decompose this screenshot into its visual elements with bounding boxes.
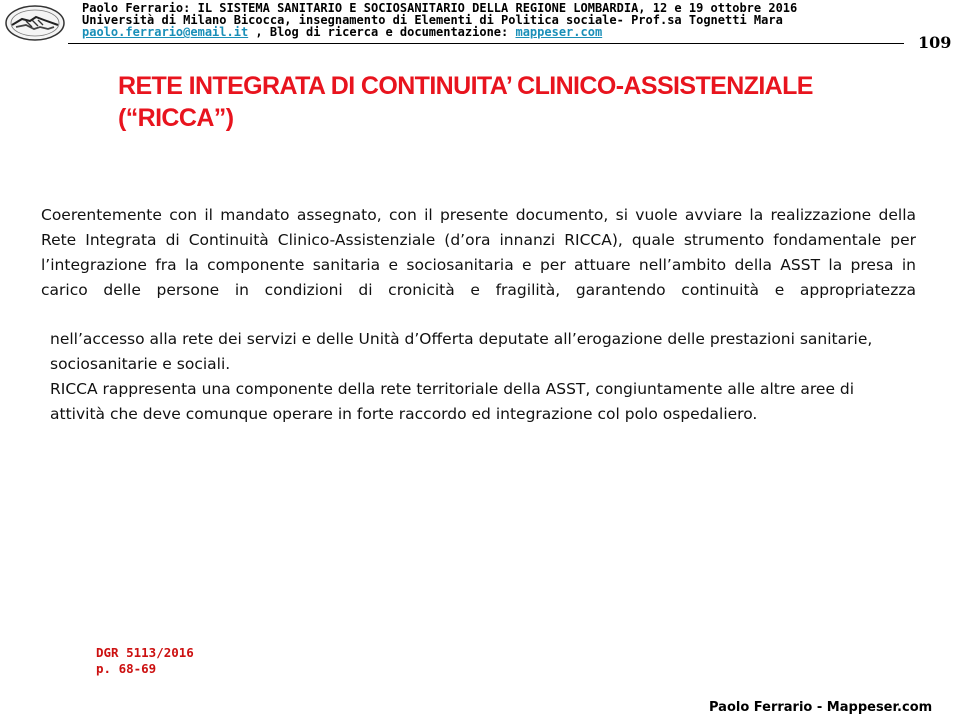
handshake-logo-icon bbox=[4, 3, 66, 43]
paragraph-2-line: RICCA rappresenta una componente della rete territoriale della ASST, congiuntamente alle altre aree di bbox=[50, 380, 855, 398]
paragraph-1-line: Coerentemente con il mandato assegnato, con il presente documento, si vuole avviare la realizzazione della bbox=[41, 206, 916, 224]
header-university: Università di Milano Bicocca, insegnamento di Elementi di Politica sociale- Prof.sa Tognetti Mara bbox=[82, 13, 783, 27]
blog-link[interactable]: mappeser.com bbox=[515, 25, 603, 39]
header-divider bbox=[68, 43, 904, 44]
paragraph-1-line: carico delle persone in condizioni di cronicità e fragilità, garantendo continuità e appropriatezza bbox=[41, 281, 916, 299]
header-links-line bbox=[82, 26, 902, 38]
source-reference bbox=[96, 645, 194, 677]
email-link[interactable]: paolo.ferrario@email.it bbox=[82, 25, 249, 39]
slide-title-line-1: RETE INTEGRATA DI CONTINUITA’ CLINICO-ASSISTENZIALE bbox=[118, 72, 813, 100]
header-course-title: Paolo Ferrario: IL SISTEMA SANITARIO E SOCIOSANITARIO DELLA REGIONE LOMBARDIA, 12 e 19 ottobre 2016 bbox=[82, 1, 798, 15]
slide-title-line-2: (“RICCA”) bbox=[118, 104, 234, 132]
reference-pages: p. 68-69 bbox=[96, 661, 157, 676]
paragraph-2-line: attività che deve comunque operare in forte raccordo ed integrazione col polo ospedaliero. bbox=[50, 405, 758, 423]
page-number: 109 bbox=[918, 33, 952, 52]
paragraph-2-line: nell’accesso alla rete dei servizi e delle Unità d’Offerta deputate all’erogazione delle prestazioni sanitarie, bbox=[50, 330, 873, 348]
page-header bbox=[82, 2, 902, 38]
body-paragraph-2 bbox=[50, 327, 923, 427]
paragraph-1-line: Rete Integrata di Continuità Clinico-Assistenziale (d’ora innanzi RICCA), quale strumento fondamentale per bbox=[41, 231, 916, 249]
page-footer: Paolo Ferrario - Mappeser.com bbox=[709, 700, 933, 715]
reference-decree: DGR 5113/2016 bbox=[96, 645, 194, 660]
paragraph-2-line: sociosanitarie e sociali. bbox=[50, 355, 231, 373]
blog-label: , Blog di ricerca e documentazione: bbox=[248, 25, 516, 39]
body-paragraph-1 bbox=[41, 203, 916, 303]
paragraph-1-line: l’integrazione fra la componente sanitaria e sociosanitaria e per attuare nell’ambito della ASST la presa in bbox=[41, 256, 916, 274]
slide-title bbox=[118, 70, 918, 134]
